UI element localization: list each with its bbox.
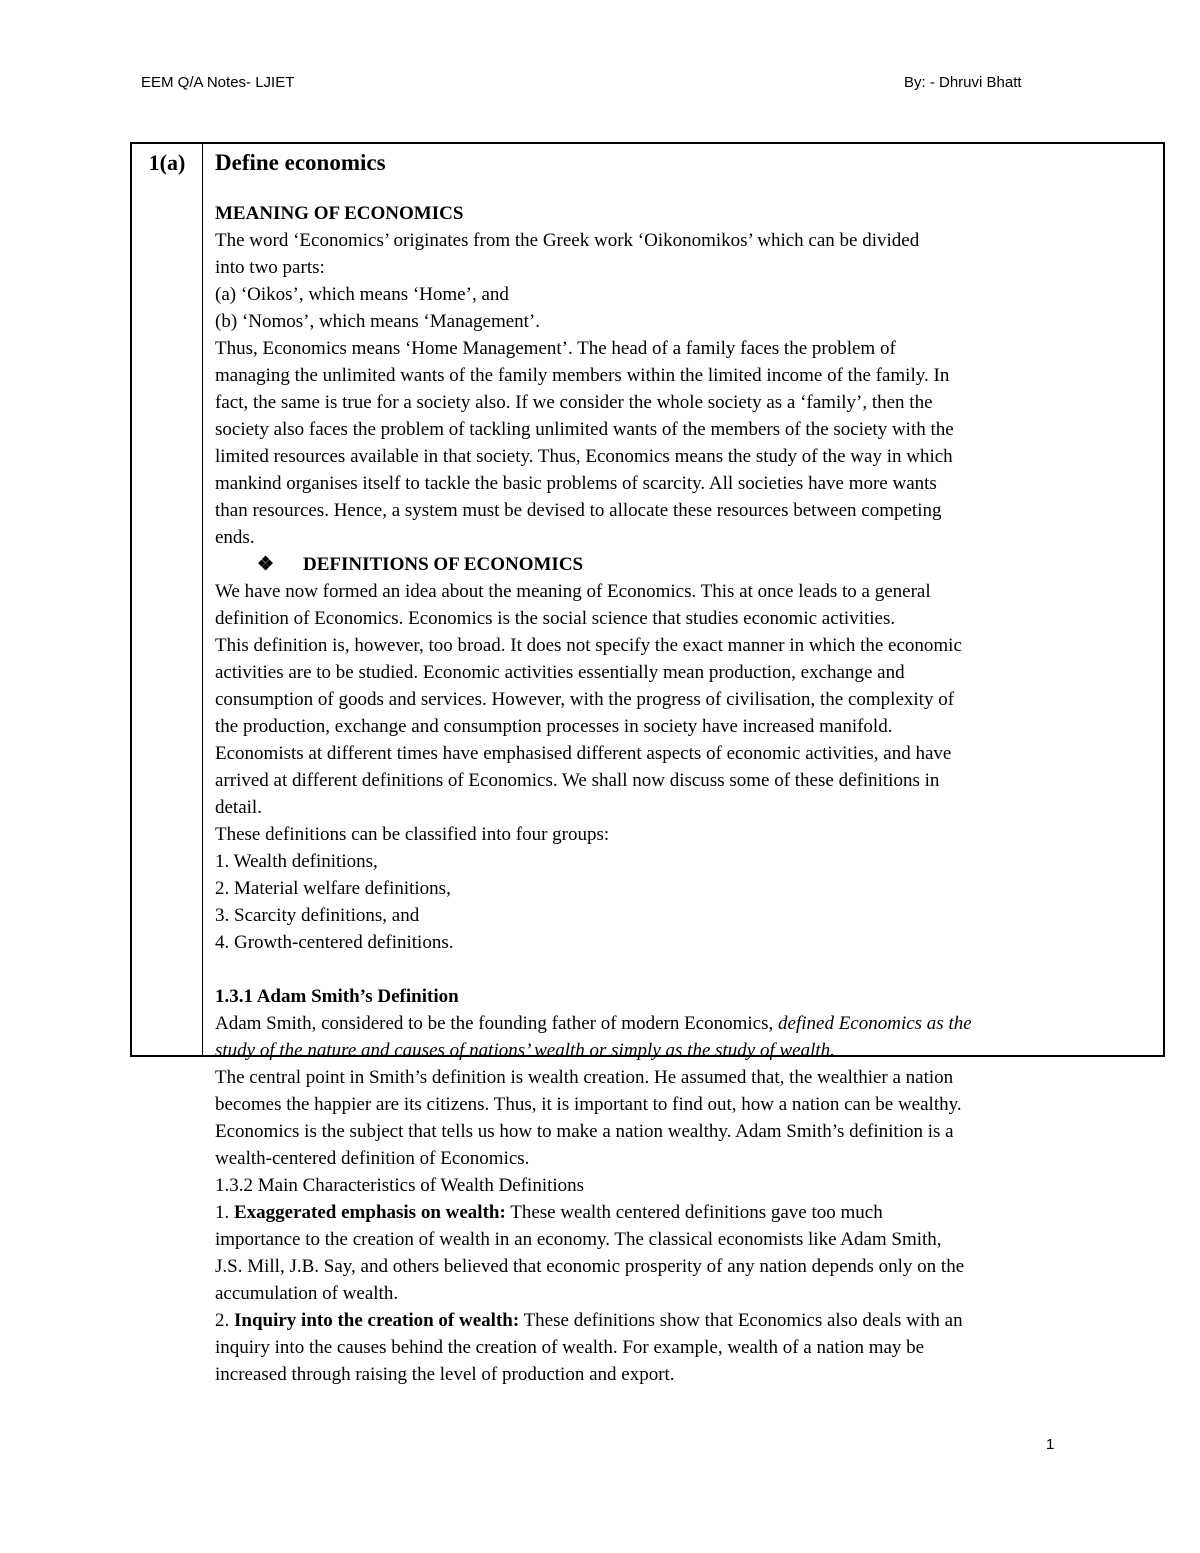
item-bold: Inquiry into the creation of wealth: [234,1310,520,1331]
question-number: 1(a) [132,144,203,1055]
meaning-line: ends. [215,527,255,548]
adam-smith-line: wealth-centered definition of Economics. [215,1148,530,1169]
definitions-line: Economists at different times have emphasised different aspects of economic activities, and have [215,743,952,764]
item-label: 1. [215,1202,234,1223]
adam-smith-line: Economics is the subject that tells us how to make a nation wealthy. Adam Smith’s definition is a [215,1121,954,1142]
page-number: 1 [1046,1436,1055,1453]
definitions-line: definition of Economics. Economics is the social science that studies economic activities. [215,608,896,629]
item-text: These wealth centered definitions gave too much [505,1202,883,1223]
characteristic-line: increased through raising the level of production and export. [215,1364,675,1385]
spacer [215,956,1160,983]
characteristic-item-1 [215,1199,1160,1226]
characteristic-line: inquiry into the causes behind the creation of wealth. For example, wealth of a nation may be [215,1337,925,1358]
header-right: By: - Dhruvi Bhatt [904,74,1022,91]
definitions-line: detail. [215,797,262,818]
item-label: 2. [215,1310,234,1331]
definitions-line: arrived at different definitions of Economics. We shall now discuss some of these definitions in [215,770,940,791]
meaning-line: managing the unlimited wants of the family members within the limited income of the family. In [215,365,950,386]
subsection-heading: 1.3.2 Main Characteristics of Wealth Definitions [215,1175,585,1196]
definitions-list-item: 1. Wealth definitions, [215,851,378,872]
characteristic-line: accumulation of wealth. [215,1283,399,1304]
definitions-line: the production, exchange and consumption processes in society have increased manifold. [215,716,893,737]
meaning-line: The word ‘Economics’ originates from the Greek work ‘Oikonomikos’ which can be divided [215,230,920,251]
meaning-line: Thus, Economics means ‘Home Management’. The head of a family faces the problem of [215,338,896,359]
definitions-line: activities are to be studied. Economic activities essentially mean production, exchange and [215,662,905,683]
meaning-line: limited resources available in that society. Thus, Economics means the study of the way in which [215,446,953,467]
meaning-line: into two parts: [215,257,325,278]
definitions-line: consumption of goods and services. However, with the progress of civilisation, the complexity of [215,689,955,710]
definitions-heading-row [215,551,1160,578]
item-text: These definitions show that Economics also deals with an [519,1310,963,1331]
definitions-line: We have now formed an idea about the meaning of Economics. This at once leads to a general [215,581,931,602]
characteristic-item-2 [215,1307,1160,1334]
characteristic-line: J.S. Mill, J.B. Say, and others believed that economic prosperity of any nation depends only on the [215,1256,965,1277]
meaning-line: (b) ‘Nomos’, which means ‘Management’. [215,311,541,332]
definitions-list-item: 4. Growth-centered definitions. [215,932,454,953]
adam-smith-heading: 1.3.1 Adam Smith’s Definition [215,986,459,1007]
definitions-line: This definition is, however, too broad. It does not specify the exact manner in which the economic [215,635,962,656]
adam-smith-line1-italic: defined Economics as the [778,1013,972,1034]
adam-smith-line1-plain: Adam Smith, considered to be the founding father of modern Economics, [215,1013,779,1034]
meaning-line: than resources. Hence, a system must be devised to allocate these resources between competing [215,500,942,521]
meaning-line: mankind organises itself to tackle the basic problems of scarcity. All societies have more wants [215,473,937,494]
question-table [130,142,1165,1385]
definitions-heading: DEFINITIONS OF ECONOMICS [303,554,584,575]
adam-smith-line: The central point in Smith’s definition is wealth creation. He assumed that, the wealthier a nation [215,1067,954,1088]
meaning-line: (a) ‘Oikos’, which means ‘Home’, and [215,284,509,305]
adam-smith-line [215,1010,1160,1037]
adam-smith-line2-italic: study of the nature and causes of nations’ wealth or simply as the study of wealth. [215,1040,835,1061]
characteristic-line: importance to the creation of wealth in an economy. The classical economists like Adam Smith, [215,1229,942,1250]
adam-smith-line [215,1037,1160,1064]
definitions-line: These definitions can be classified into four groups: [215,824,610,845]
meaning-heading: MEANING OF ECONOMICS [215,203,464,224]
diamond-bullet-icon: ❖ [257,554,275,575]
meaning-line: society also faces the problem of tackling unlimited wants of the members of the society with the [215,419,954,440]
question-title: Define economics [215,150,386,175]
definitions-list-item: 3. Scarcity definitions, and [215,905,420,926]
definitions-list-item: 2. Material welfare definitions, [215,878,451,899]
adam-smith-line: becomes the happier are its citizens. Thus, it is important to find out, how a nation can be wealthy. [215,1094,962,1115]
header-left: EEM Q/A Notes- LJIET [141,74,295,91]
item-bold: Exaggerated emphasis on wealth: [234,1202,506,1223]
answer-content [215,148,1160,1388]
meaning-line: fact, the same is true for a society also. If we consider the whole society as a ‘family’, then the [215,392,933,413]
